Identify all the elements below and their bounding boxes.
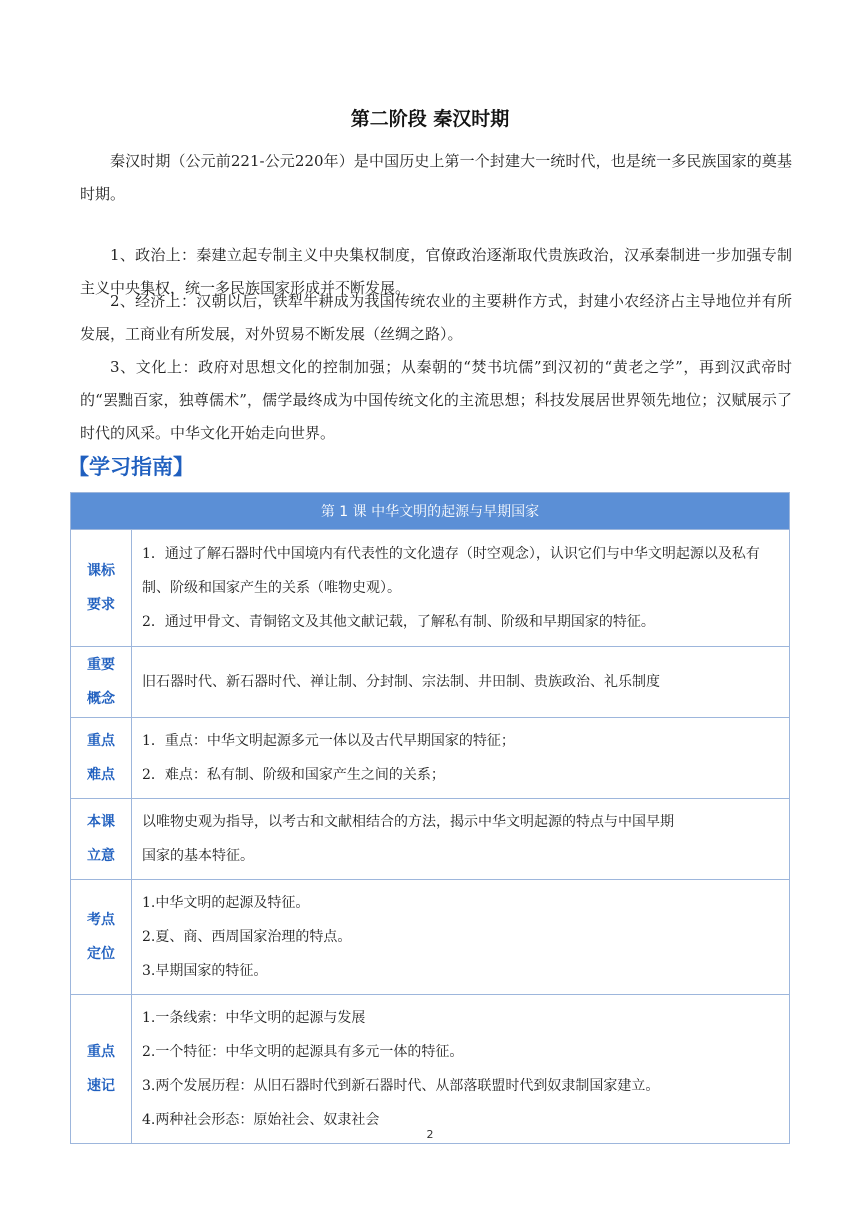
content-line: 3.早期国家的特征。 — [142, 963, 268, 979]
row-label — [71, 880, 132, 995]
content-line: 2．通过甲骨文、青铜铭文及其他文献记载，了解私有制、阶级和早期国家的特征。 — [142, 614, 655, 630]
row-label — [71, 718, 132, 799]
row-content — [132, 880, 790, 995]
label-top: 本课 — [87, 814, 115, 830]
row-content — [132, 530, 790, 647]
politics-paragraph: 1、政治上：秦建立起专制主义中央集权制度，官僚政治逐渐取代贵族政治，汉承秦制进一步加强专制主义中央集权，统一多民族国家形成并不断发展。 — [80, 246, 792, 297]
row-label — [71, 647, 132, 718]
label-bottom: 概念 — [87, 691, 115, 707]
content-line: 1．通过了解石器时代中国境内有代表性的文化遗存（时空观念），认识它们与中华文明起源以及私有制、阶级和国家产生的关系（唯物史观）。 — [142, 546, 760, 596]
content-line: 4.两种社会形态：原始社会、奴隶社会 — [142, 1112, 380, 1128]
content-line: 2．难点：私有制、阶级和国家产生之间的关系； — [142, 767, 445, 783]
label-bottom: 要求 — [87, 597, 115, 613]
row-label — [71, 799, 132, 880]
content-line: 2.一个特征：中华文明的起源具有多元一体的特征。 — [142, 1044, 464, 1060]
table-row — [71, 718, 790, 799]
intro-paragraph: 秦汉时期（公元前221-公元220年）是中国历史上第一个封建大一统时代，也是统一多民族国家的奠基时期。 — [80, 152, 792, 203]
label-bottom: 速记 — [87, 1078, 115, 1094]
content-line: 旧石器时代、新石器时代、禅让制、分封制、宗法制、井田制、贵族政治、礼乐制度 — [142, 674, 660, 690]
content-line: 国家的基本特征。 — [142, 848, 254, 864]
economy-paragraph: 2、经济上：汉朝以后，铁犁牛耕成为我国传统农业的主要耕作方式，封建小农经济占主导地位并有所发展，工商业有所发展，对外贸易不断发展（丝绸之路）。 — [80, 292, 792, 343]
table-row — [71, 995, 790, 1144]
label-bottom: 难点 — [87, 767, 115, 783]
content-line: 1.中华文明的起源及特征。 — [142, 895, 310, 911]
row-label — [71, 530, 132, 647]
label-top: 重点 — [87, 1044, 115, 1060]
label-bottom: 立意 — [87, 848, 115, 864]
table-row — [71, 880, 790, 995]
lesson-guide-table — [70, 492, 790, 1144]
label-top: 课标 — [87, 563, 115, 579]
row-content — [132, 995, 790, 1144]
study-guide-heading: 【学习指南】 — [68, 455, 194, 479]
lesson-title: 第 1 课 中华文明的起源与早期国家 — [71, 493, 790, 530]
page-number: 2 — [426, 1128, 434, 1141]
row-content — [132, 799, 790, 880]
row-content — [132, 647, 790, 718]
culture-paragraph: 3、文化上：政府对思想文化的控制加强；从秦朝的“焚书坑儒”到汉初的“黄老之学”，再到汉武帝时的“罢黜百家，独尊儒术”，儒学最终成为中国传统文化的主流思想；科技发展居世界领先地位；汉赋展示了时代的风采。中华文化开始走向世界。 — [80, 358, 792, 442]
label-top: 重点 — [87, 733, 115, 749]
content-line: 3.两个发展历程：从旧石器时代到新石器时代、从部落联盟时代到奴隶制国家建立。 — [142, 1078, 660, 1094]
content-line: 2.夏、商、西周国家治理的特点。 — [142, 929, 352, 945]
content-line: 1．重点：中华文明起源多元一体以及古代早期国家的特征； — [142, 733, 515, 749]
label-top: 考点 — [87, 912, 115, 928]
label-top: 重要 — [87, 657, 115, 673]
row-label — [71, 995, 132, 1144]
content-line: 1.一条线索：中华文明的起源与发展 — [142, 1010, 366, 1026]
content-line: 以唯物史观为指导，以考古和文献相结合的方法，揭示中华文明起源的特点与中国早期 — [142, 814, 674, 830]
table-row — [71, 530, 790, 647]
section-title: 第二阶段 秦汉时期 — [350, 108, 510, 130]
table-row — [71, 799, 790, 880]
label-bottom: 定位 — [87, 946, 115, 962]
table-row — [71, 647, 790, 718]
row-content — [132, 718, 790, 799]
table-header-row — [71, 493, 790, 530]
